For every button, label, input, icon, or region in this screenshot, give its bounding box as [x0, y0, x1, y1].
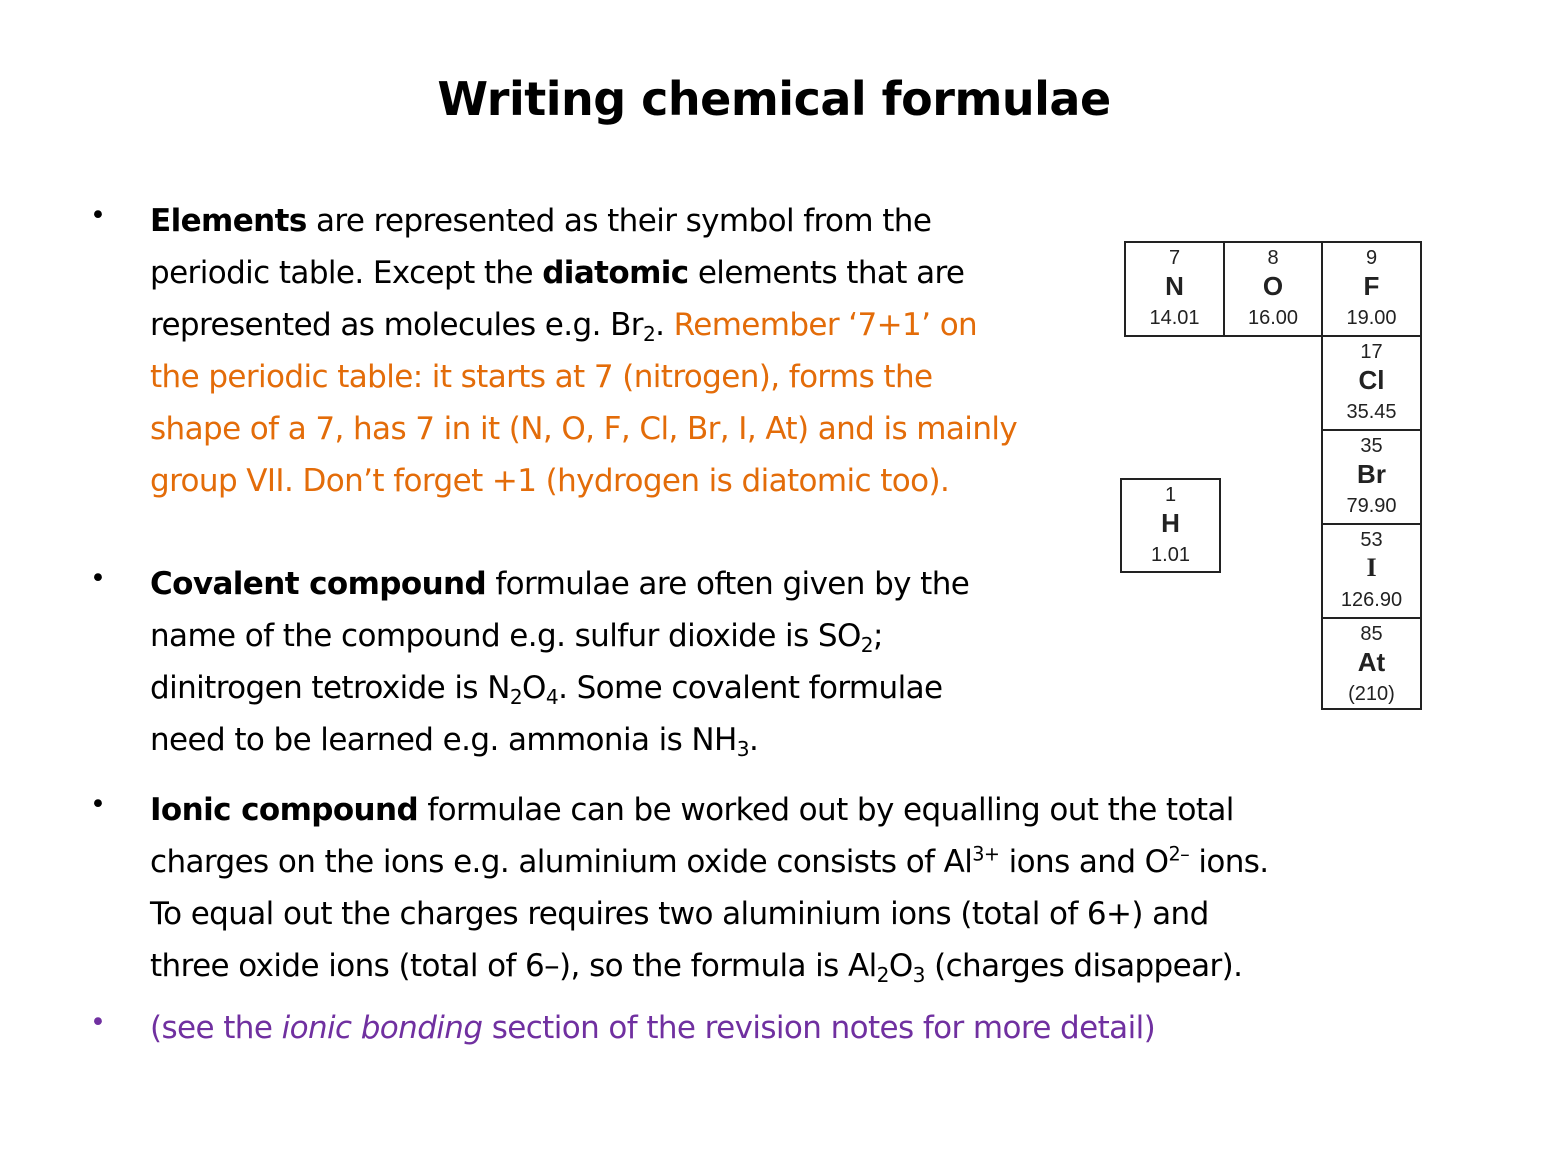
- element-cell-bromine: 35 Br 79.90: [1321, 429, 1422, 525]
- paragraph-covalent: [150, 558, 969, 766]
- bullet-see-also: •: [90, 1007, 106, 1038]
- element-cell-oxygen: 8 O 16.00: [1223, 241, 1323, 337]
- para2-line1: Covalent compound formulae are often given by the: [150, 566, 970, 602]
- bullet-covalent: •: [90, 563, 106, 594]
- element-cell-astatine: 85 At (210): [1321, 617, 1422, 710]
- bullet-elements: •: [90, 200, 106, 231]
- para2-line3: dinitrogen tetroxide is $N_2O_4$. Some covalent formulae: [150, 670, 943, 710]
- ionic-bonding-reference: ionic bonding: [281, 1010, 483, 1046]
- element-cell-fluorine: 9 F 19.00: [1321, 241, 1422, 337]
- para3-line3: To equal out the charges requires two aluminium ions (total of 6+) and: [150, 896, 1209, 932]
- paragraph-see-also: [150, 1002, 1155, 1054]
- term-ionic: Ionic compound: [150, 792, 419, 828]
- element-cell-chlorine: 17 Cl 35.45: [1321, 335, 1422, 431]
- para1-line3: represented as molecules e.g. $Br_2$. Remember ‘7+1’ on: [150, 307, 978, 347]
- slide-title: Writing chemical formulae: [437, 72, 1111, 126]
- term-diatomic: diatomic: [542, 255, 689, 291]
- para2-line4: need to be learned e.g. ammonia is $NH_3$.: [150, 722, 759, 762]
- remember-note-line4: group VII. Don’t forget +1 (hydrogen is diatomic too).: [150, 463, 950, 499]
- element-cell-nitrogen: 7 N 14.01: [1124, 241, 1225, 337]
- para4-line1: (see the ionic bonding section of the revision notes for more detail): [150, 1010, 1156, 1046]
- paragraph-elements: [150, 195, 1017, 507]
- para1-line2: periodic table. Except the diatomic elements that are: [150, 255, 965, 291]
- remember-note-line1: Remember ‘7+1’ on: [673, 307, 978, 343]
- para3-line1: Ionic compound formulae can be worked out by equalling out the total: [150, 792, 1234, 828]
- remember-note-line3: shape of a 7, has 7 in it (N, O, F, Cl, Br, I, At) and is mainly: [150, 411, 1018, 447]
- bullet-ionic: •: [90, 789, 106, 820]
- element-cell-hydrogen: 1 H 1.01: [1120, 478, 1221, 573]
- para2-line2: name of the compound e.g. sulfur dioxide is $SO_2$;: [150, 618, 883, 658]
- term-elements: Elements: [150, 203, 307, 239]
- para3-line2: charges on the ions e.g. aluminium oxide consists of $Al^{3+}$ ions and $O^{2-}$ ions.: [150, 842, 1269, 880]
- element-cell-iodine: 53 I 126.90: [1321, 523, 1422, 619]
- remember-note-line2: the periodic table: it starts at 7 (nitrogen), forms the: [150, 359, 933, 395]
- para3-line4: three oxide ions (total of 6–), so the formula is $Al_2O_3$ (charges disappear).: [150, 948, 1243, 988]
- term-covalent: Covalent compound: [150, 566, 487, 602]
- para1-line1: Elements are represented as their symbol from the: [150, 203, 932, 239]
- paragraph-ionic: [150, 784, 1269, 992]
